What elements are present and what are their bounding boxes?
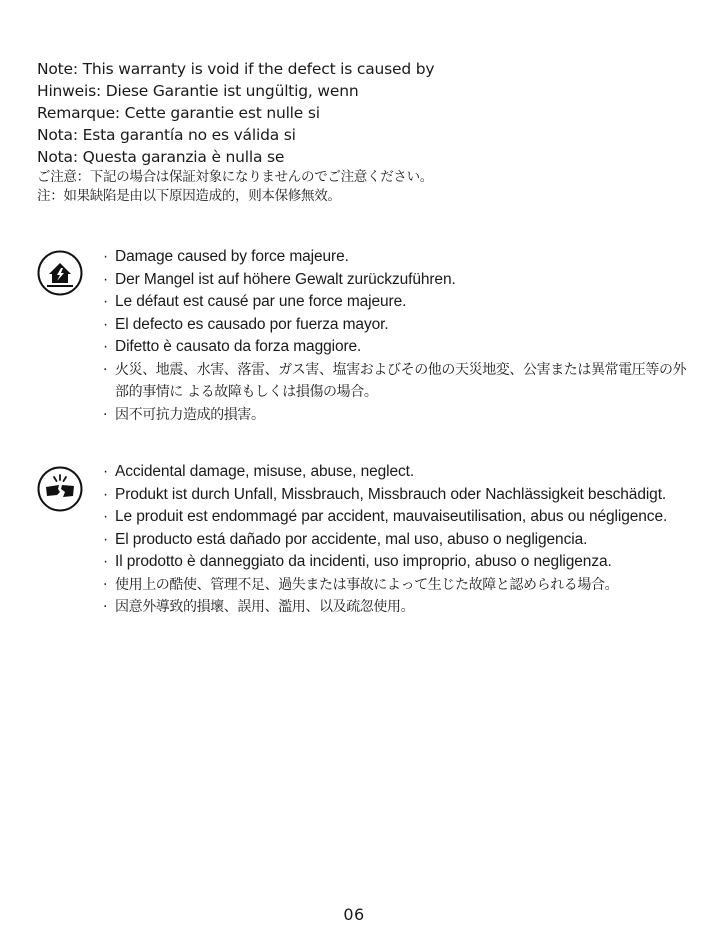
list-item: · Le défaut est causé par une force majeure.	[103, 291, 691, 314]
note-line-zh: 注：如果缺陷是由以下原因造成的，则本保修無效。	[37, 188, 341, 204]
list-item: · Le produit est endommagé par accident, mauvaiseutilisation, abus ou négligence.	[103, 506, 691, 529]
note-line-ja: ご注意：下記の場合は保証対象になりませんのでご注意ください。	[37, 169, 433, 185]
list-item: · 使用上の酷使、管理不足、過失または事故によって生じた故障と認められる場合。	[103, 574, 691, 597]
note-line-it: Nota: Questa garanzia è nulla se	[37, 148, 285, 166]
note-line-en: Note: This warranty is void if the defect is caused by	[37, 60, 435, 78]
list-item: · Difetto è causato da forza maggiore.	[103, 336, 691, 359]
note-line-fr: Remarque: Cette garantie est nulle si	[37, 104, 320, 122]
force-majeure-list	[103, 246, 691, 426]
list-item: · 因不可抗力造成的損害。	[103, 404, 691, 427]
page-number: 06	[343, 905, 365, 924]
list-item: · 因意外導致的損壞、誤用、濫用、以及疏忽使用。	[103, 596, 691, 619]
note-line-de: Hinweis: Diese Garantie ist ungültig, wenn	[37, 82, 359, 100]
list-item: · Il prodotto è danneggiato da incidenti, uso improprio, abuso o negligenza.	[103, 551, 691, 574]
list-item: · El defecto es causado por fuerza mayor.	[103, 314, 691, 337]
list-item: · Damage caused by force majeure.	[103, 246, 691, 269]
list-item: · Accidental damage, misuse, abuse, neglect.	[103, 461, 691, 484]
list-item: · Der Mangel ist auf höhere Gewalt zurückzuführen.	[103, 269, 691, 292]
list-item: · Produkt ist durch Unfall, Missbrauch, Missbrauch oder Nachlässigkeit beschädigt.	[103, 484, 691, 507]
note-line-es: Nota: Esta garantía no es válida si	[37, 126, 296, 144]
list-item: · 火災、地震、水害、落雷、ガス害、塩害およびその他の天災地変、公害または異常電圧等の外部的事情に よる故障もしくは損傷の場合。	[103, 359, 691, 404]
broken-device-icon	[37, 466, 83, 512]
house-disaster-icon	[37, 250, 83, 296]
warranty-void-note	[37, 58, 677, 206]
accidental-damage-list	[103, 461, 691, 619]
list-item: · El producto está dañado por accidente, mal uso, abuso o negligencia.	[103, 529, 691, 552]
